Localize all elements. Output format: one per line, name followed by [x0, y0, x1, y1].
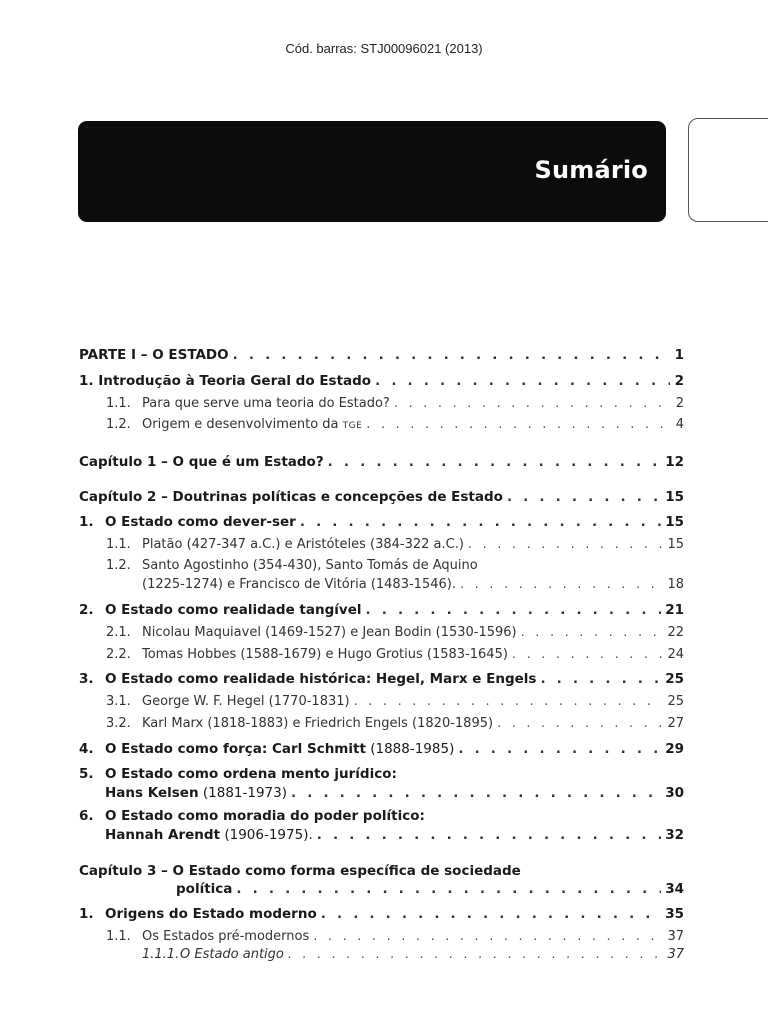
toc-entry-c2-3[interactable] — [79, 669, 684, 689]
toc-entry-c2-6-line1 — [79, 806, 425, 826]
toc-entry-label: George W. F. Hegel (1770-1831) — [142, 694, 350, 709]
toc-entry-label: Capítulo 2 – Doutrinas políticas e concepções de Estado — [79, 489, 503, 505]
toc-entry-page: 37 — [667, 947, 684, 962]
leader-dots — [313, 927, 663, 947]
leader-dots — [458, 739, 661, 759]
toc-entry-number: 2.2. — [106, 647, 131, 662]
toc-entry-page: 37 — [667, 929, 684, 944]
toc-entry-cap-1[interactable] — [79, 452, 684, 472]
toc-entry-number: 1.1.1. — [142, 947, 180, 962]
toc-entry-label-author: Hans Kelsen — [105, 785, 199, 801]
toc-entry-label: Origem e desenvolvimento da — [142, 417, 343, 432]
toc-entry-page: 2 — [675, 396, 684, 411]
toc-entry-number: 1. — [79, 514, 94, 530]
toc-entry-label: Karl Marx (1818-1883) e Friedrich Engels (1820-1895) — [142, 716, 494, 731]
toc-entry-label-author: Hannah Arendt — [105, 827, 221, 843]
toc-entry-c2-1-2-line1 — [106, 556, 478, 576]
toc-entry-page: 15 — [667, 537, 684, 552]
toc-entry-number: 4. — [79, 741, 94, 757]
toc-entry-c2-1-2[interactable] — [142, 575, 684, 595]
leader-dots — [394, 394, 670, 414]
toc-entry-label: Origens do Estado moderno — [105, 906, 317, 922]
toc-entry-c2-3-2[interactable] — [106, 714, 684, 734]
toc-entry-label: O Estado como dever-ser — [105, 514, 296, 530]
toc-entry-number: 5. — [79, 766, 94, 782]
toc-entry-number: 1.2. — [106, 417, 131, 432]
toc-entry-page: 18 — [667, 577, 684, 592]
toc-entry-page: 30 — [665, 785, 684, 801]
leader-dots — [233, 345, 670, 365]
toc-entry-label: O Estado antigo — [180, 947, 284, 962]
toc-entry-page: 24 — [667, 647, 684, 662]
toc-entry-label: Para que serve uma teoria do Estado? — [142, 396, 390, 411]
toc-entry-page: 34 — [665, 881, 684, 897]
toc-entry-label: 1. Introdução à Teoria Geral do Estado — [79, 373, 372, 389]
toc-entry-label: Capítulo 1 – O que é um Estado? — [79, 454, 324, 470]
toc-entry-intro[interactable] — [79, 371, 684, 391]
toc-entry-page: 1 — [674, 347, 684, 363]
toc-entry-label: Os Estados pré-modernos — [142, 929, 310, 944]
leader-dots — [507, 487, 661, 507]
toc-entry-page: 35 — [665, 906, 684, 922]
toc-entry-label: PARTE I – O ESTADO — [79, 347, 229, 363]
leader-dots — [365, 600, 661, 620]
toc-entry-c2-2-1[interactable] — [106, 623, 684, 643]
toc-entry-label: Platão (427-347 a.C.) e Aristóteles (384-322 a.C.) — [142, 537, 464, 552]
leader-dots — [375, 371, 670, 391]
toc-entry-number: 2. — [79, 602, 94, 618]
leader-dots — [521, 623, 664, 643]
toc-entry-page: 15 — [665, 514, 684, 530]
leader-dots — [460, 575, 663, 595]
toc-entry-c2-1-1[interactable] — [106, 535, 684, 555]
leader-dots — [366, 415, 670, 435]
toc-entry-cap-3[interactable] — [176, 879, 684, 899]
toc-entry-cap-2[interactable] — [79, 487, 684, 507]
leader-dots — [540, 669, 661, 689]
toc-entry-c2-5[interactable] — [105, 783, 684, 803]
toc-entry-label: O Estado como realidade tangível — [105, 602, 362, 618]
leader-dots — [321, 904, 661, 924]
toc-entry-page: 4 — [675, 417, 684, 432]
toc-entry-label: O Estado como moradia do poder político: — [105, 808, 425, 824]
toc-entry-page: 2 — [674, 373, 684, 389]
leader-dots — [288, 945, 664, 965]
page-title: Sumário — [534, 156, 648, 184]
toc-entry-number: 1.1. — [106, 396, 131, 411]
leader-dots — [236, 879, 661, 899]
toc-entry-page: 25 — [665, 671, 684, 687]
leader-dots — [497, 714, 663, 734]
toc-entry-number: 1. — [79, 906, 94, 922]
toc-entry-page: 29 — [665, 741, 684, 757]
toc-entry-label: O Estado como ordena mento jurídico: — [105, 766, 397, 782]
toc-entry-number: 3.2. — [106, 716, 131, 731]
toc-entry-label: Santo Agostinho (354-430), Santo Tomás de Aquino — [142, 558, 478, 573]
toc-entry-label: O Estado como força: Carl Schmitt — [105, 741, 366, 757]
toc-entry-number: 6. — [79, 808, 94, 824]
leader-dots — [300, 512, 661, 532]
toc-entry-label: O Estado como realidade histórica: Hegel, Marx e Engels — [105, 671, 537, 687]
leader-dots — [317, 825, 661, 845]
toc-entry-label-cont: política — [176, 881, 233, 897]
toc-entry-intro-1-1[interactable] — [106, 394, 684, 414]
toc-entry-c2-1[interactable] — [79, 512, 684, 532]
toc-entry-c2-2-2[interactable] — [106, 645, 684, 665]
leader-dots — [354, 692, 664, 712]
toc-entry-c3-1-1-1[interactable] — [142, 945, 684, 965]
toc-entry-page: 21 — [665, 602, 684, 618]
leader-dots — [328, 452, 662, 472]
toc-entry-c2-6[interactable] — [105, 825, 684, 845]
leader-dots — [291, 783, 661, 803]
toc-entry-label-dates: (1881-1973) — [198, 785, 287, 801]
toc-entry-label: Nicolau Maquiavel (1469-1527) e Jean Bodin (1530-1596) — [142, 625, 517, 640]
toc-entry-page: 25 — [667, 694, 684, 709]
toc-entry-c3-1[interactable] — [79, 904, 684, 924]
toc-entry-page: 27 — [667, 716, 684, 731]
toc-entry-intro-1-2[interactable] — [106, 415, 684, 435]
barcode-header: Cód. barras: STJ00096021 (2013) — [285, 41, 483, 56]
toc-entry-number: 1.2. — [106, 558, 131, 573]
toc-entry-cap-3-line1: Capítulo 3 – O Estado como forma específica de sociedade — [79, 863, 521, 879]
toc-entry-page: 22 — [667, 625, 684, 640]
toc-entry-c2-2[interactable] — [79, 600, 684, 620]
toc-entry-parte-1[interactable] — [79, 345, 684, 365]
toc-entry-page: 15 — [665, 489, 684, 505]
toc-entry-label-dates: (1906-1975). — [220, 827, 313, 843]
toc-entry-number: 2.1. — [106, 625, 131, 640]
toc-entry-label-cont: (1225-1274) e Francisco de Vitória (1483-1546). — [142, 577, 456, 592]
toc-entry-number: 3.1. — [106, 694, 131, 709]
toc-entry-page: 32 — [665, 827, 684, 843]
toc-entry-number: 1.1. — [106, 929, 131, 944]
leader-dots — [468, 535, 664, 555]
toc-entry-c3-1-1[interactable] — [106, 927, 684, 947]
toc-entry-page: 12 — [665, 454, 684, 470]
toc-entry-acronym: TGE — [342, 421, 363, 431]
toc-entry-label-dates: (1888-1985) — [365, 741, 455, 757]
leader-dots — [512, 645, 664, 665]
toc-entry-c2-3-1[interactable] — [106, 692, 684, 712]
toc-entry-c2-5-line1 — [79, 764, 397, 784]
toc-entry-number: 1.1. — [106, 537, 131, 552]
toc-entry-number: 3. — [79, 671, 94, 687]
toc-entry-c2-4[interactable] — [79, 739, 684, 759]
toc-entry-label: Tomas Hobbes (1588-1679) e Hugo Grotius (1583-1645) — [142, 647, 508, 662]
